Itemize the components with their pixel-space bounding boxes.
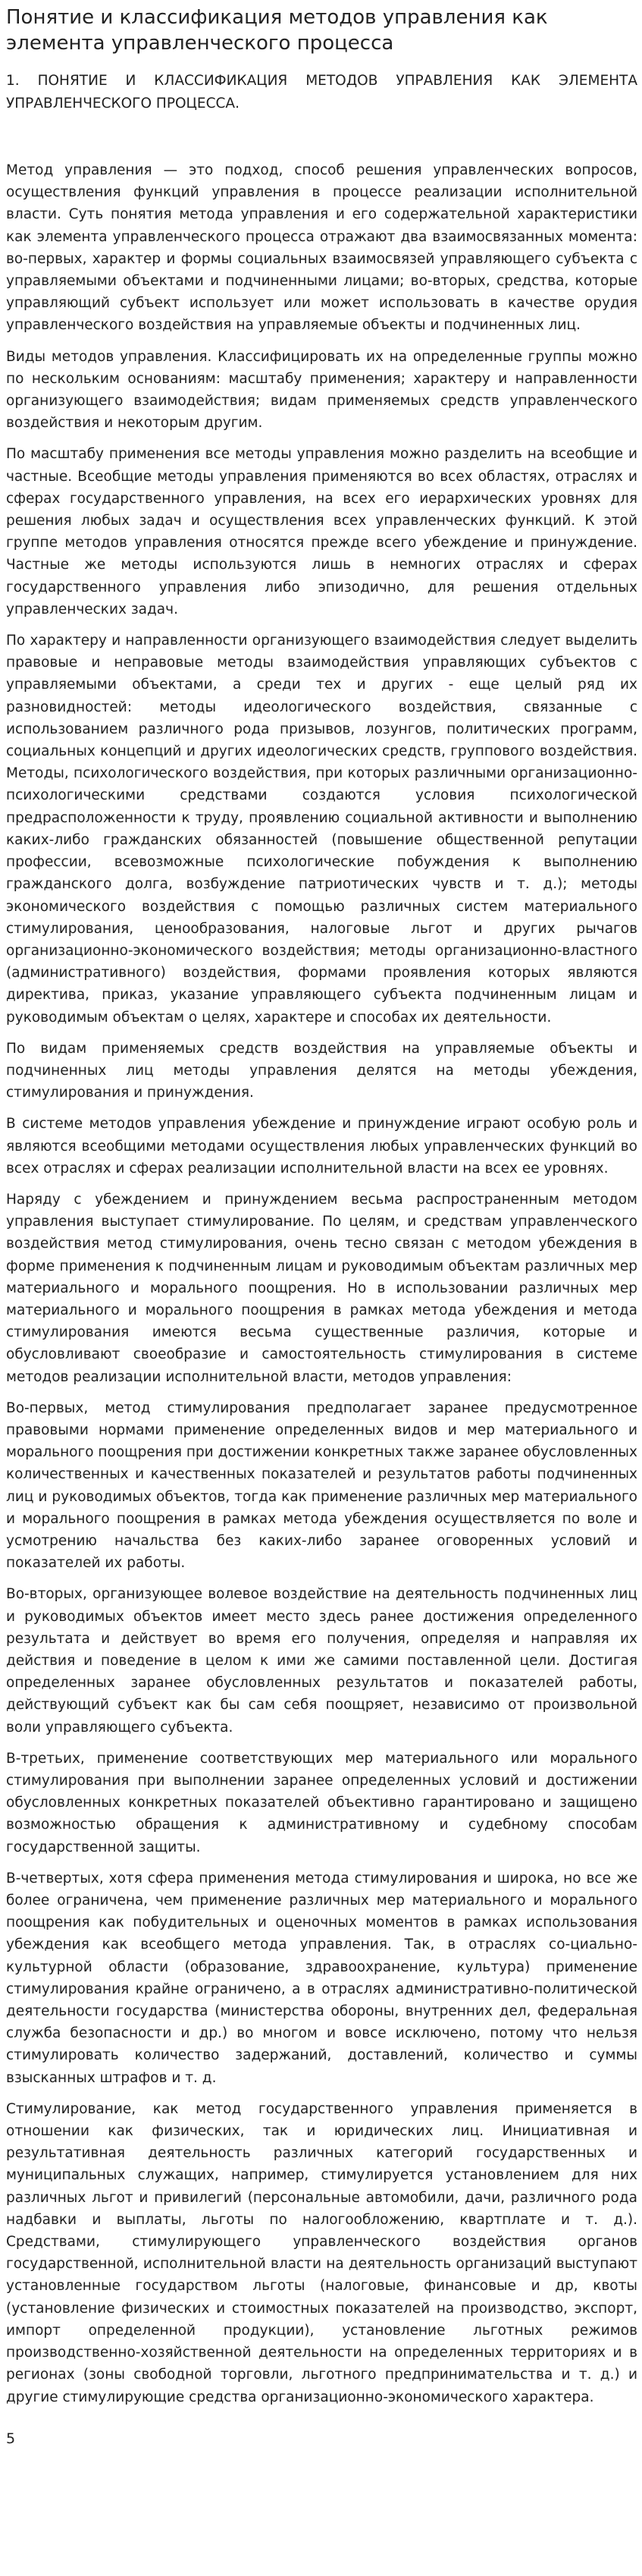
paragraph: В системе методов управления убеждение и принуждение играют особую роль и являются всеобщими методами осуществления любых управленческих функций во всех отраслях и сферах реализации исполнительной власти на всех ее уровнях. bbox=[6, 1116, 637, 1176]
section-heading: 1. ПОНЯТИЕ И КЛАССИФИКАЦИЯ МЕТОДОВ УПРАВЛЕНИЯ КАК ЭЛЕМЕНТА УПРАВЛЕНЧЕСКОГО ПРОЦЕССА. bbox=[6, 73, 637, 112]
paragraph: По масштабу применения все методы управления можно разделить на всеобщие и частные. Всеобщие методы управления применяются во всех областях, отраслях и сферах государственного управления, на всех его иерархических уровнях для решения любых задач и осуществления всех управленческих функций. К этой группе методов управления относятся прежде всего убеждение и принуждение. Частные же методы используются лишь в немногих отраслях и сферах государственного управления либо эпизодично, для решения отдельных управленческих задач. bbox=[6, 446, 637, 617]
paragraph: В-третьих, применение соответствующих мер материального или морального стимулирования при выполнении заранее определенных условий и достижении обусловленных конкретных показателей объективно гарантировано и защищено возможностью обращения к административному и судебному способам государственной защиты. bbox=[6, 1750, 637, 1855]
paragraph: Наряду с убеждением и принуждением весьма распространенным методом управления выступает стимулирование. По целям, и средствам управленческого воздействия метод стимулирования, очень тесно связан с методом убеждения в форме применения к подчиненным лицам и руководимым объектам различных мер материального и морального поощрения. Но в использовании различных мер материального и морального поощрения в рамках метода убеждения и метода стимулирования имеются весьма существенные различия, которые и обусловливают своеобразие и самостоятельность стимулирования в системе методов реализации исполнительной власти, методов управления: bbox=[6, 1191, 637, 1385]
paragraph: Стимулирование, как метод государственного управления применяется в отношении как физических, так и юридических лиц. Инициативная и результативная деятельность различных категорий государственных и муниципальных служащих, например, стимулируется установлением для них различных льгот и привилегий (персональные автомобили, дачи, различного рода надбавки и выплаты, льготы по налогообложению, квартплате и т. д.). Средствами, стимулирующего управленческого воздействия органов государственной, исполнительной власти на деятельность организаций выступают установленные государством льготы (налоговые, финансовые и др, квоты (установление физических и стоимостных показателей на производство, экспорт, импорт определенной продукции), установление льготных режимов производственно-хозяйственной деятельности на определенных территориях и в регионах (зоны свободной торговли, льготного предпринимательства и т. д.) и другие стимулирующие средства организационно-экономического характера. bbox=[6, 2100, 637, 2405]
paragraph: В-четвертых, хотя сфера применения метода стимулирования и широка, но все же более ограничена, чем применение различных мер материального и морального поощрения как побудительных и оценочных моментов в рамках использования убеждения как всеобщего метода управления. Так, в отраслях со-циально-культурной области (образование, здравоохранение, культура) применение стимулирования крайне ограничено, а в отраслях административно-политической деятельности государства (министерства обороны, внутренних дел, федеральная служба безопасности и др.) во многом и вовсе исключено, потому что нельзя стимулировать количество задержаний, доставлений, количество и суммы взысканных штрафов и т. д. bbox=[6, 1870, 637, 2086]
paragraph: По видам применяемых средств воздействия на управляемые объекты и подчиненных лиц методы управления делятся на методы убеждения, стимулирования и принуждения. bbox=[6, 1040, 637, 1101]
document-body bbox=[6, 159, 637, 2408]
paragraph: Виды методов управления. Классифицировать их на определенные группы можно по нескольким основаниям: масштабу применения; характеру и направленности организующего взаимодействия; видам применяемых средств управленческого воздействия и некоторым другим. bbox=[6, 348, 637, 432]
paragraph: Метод управления — это подход, способ решения управленческих вопросов, осуществления функций управления в процессе реализации исполнительной власти. Суть понятия метода управления и его содержательной характеристики как элемента управленческого процесса отражают два взаимосвязанных момента: во-первых, характер и формы социальных взаимосвязей управляющего субъекта с управляемыми объектами и подчиненными лицами; во-вторых, средства, которые управляющий субъект использует или может использовать в качестве орудия управленческого воздействия на управляемые объекты и подчиненных лиц. bbox=[6, 162, 637, 334]
document-title: Понятие и классификация методов управления как элемента управленческого процесса bbox=[6, 6, 548, 55]
paragraph: По характеру и направленности организующего взаимодействия следует выделить правовые и неправовые методы взаимодействия управляющих субъектов с управляемыми объектами, а среди тех и других - еще целый ряд их разновидностей: методы идеологического воздействия, связанные с использованием различного рода призывов, лозунгов, политических программ, социальных концепций и других идеологических средств, группового воздействия. Методы, психологического воздействия, при которых различными организационно-психологическими средствами создаются условия психологической предрасположенности к труду, проявлению социальной активности и выполнению каких-либо гражданских обязанностей (повышение общественной репутации профессии, всевозможные психологические побуждения к выполнению гражданского долга, возбуждение патриотических чувств и т. д.); методы экономического воздействия с помощью различных систем материального стимулирования, ценообразования, налоговые льгот и других рычагов организационно-экономического воздействия; методы организационно-властного (административного) воздействия, формами проявления которых являются директива, приказ, указание управляющего субъекта подчиненным лицам и руководимым объектам о целях, характере и способах их деятельности. bbox=[6, 633, 637, 1026]
page-number: 5 bbox=[6, 2430, 16, 2447]
paragraph: Во-первых, метод стимулирования предполагает заранее предусмотренное правовыми нормами применение определенных видов и мер материального и морального поощрения при достижении конкретных также заранее обусловленных количественных и качественных показателей и результатов работы подчиненных лиц и руководимых объектов, тогда как применение различных мер материального и морального поощрения в рамках метода убеждения осуществляется по воле и усмотрению начальства без каких-либо заранее оговоренных условий и показателей их работы. bbox=[6, 1400, 637, 1572]
paragraph: Во-вторых, организующее волевое воздействие на деятельность подчиненных лиц и руководимых объектов имеет место здесь ранее достижения определенного результата и действует во время его получения, определяя и направляя их действия и поведение в целом к ими же самими поставленной цели. Достигая определенных заранее обусловленных результатов и показателей работы, действующий субъект как бы сам себя поощряет, независимо от произвольной воли управляющего субъекта. bbox=[6, 1586, 637, 1736]
